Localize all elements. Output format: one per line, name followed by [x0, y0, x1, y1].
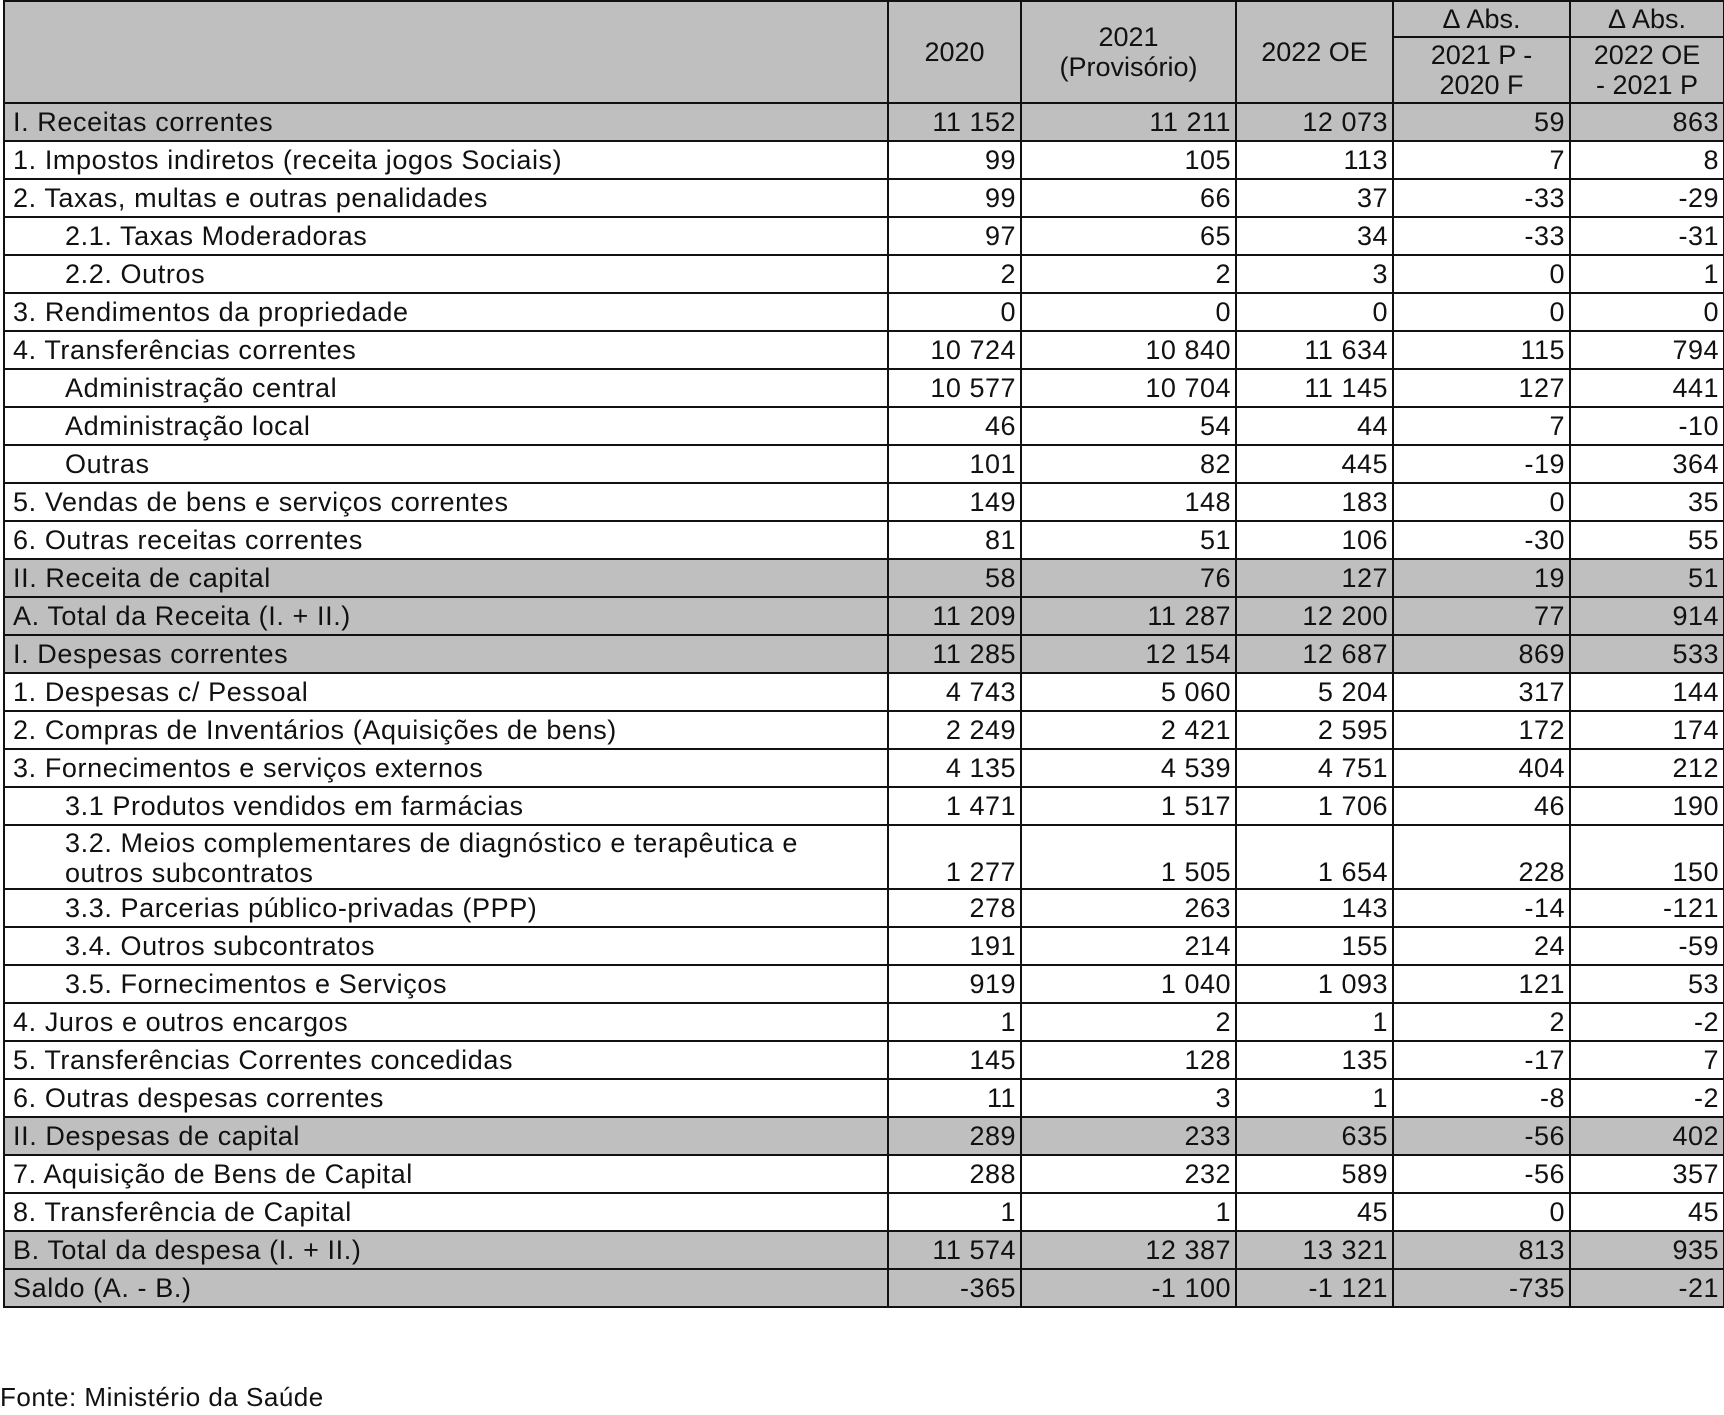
table-row — [4, 1193, 1724, 1231]
cell-2020: 149 — [888, 483, 1021, 521]
cell-2021: 214 — [1021, 927, 1236, 965]
row-label: 4. Transferências correntes — [4, 331, 888, 369]
row-label: II. Receita de capital — [4, 559, 888, 597]
cell-delta-2022: 533 — [1570, 635, 1724, 673]
cell-2022: 1 — [1236, 1003, 1393, 1041]
header-delta1-sub-line2: 2020 F — [1439, 70, 1524, 100]
cell-delta-2022: 53 — [1570, 965, 1724, 1003]
table-row — [4, 965, 1724, 1003]
table-row — [4, 293, 1724, 331]
cell-2020: 99 — [888, 141, 1021, 179]
cell-2021: 2 — [1021, 1003, 1236, 1041]
cell-2022: 1 — [1236, 1079, 1393, 1117]
cell-2022: 45 — [1236, 1193, 1393, 1231]
cell-2020: 101 — [888, 445, 1021, 483]
cell-delta-2021: 0 — [1393, 293, 1570, 331]
table-row — [4, 103, 1724, 141]
cell-2022: 183 — [1236, 483, 1393, 521]
cell-2020: 2 249 — [888, 711, 1021, 749]
cell-delta-2021: -30 — [1393, 521, 1570, 559]
cell-2022: 135 — [1236, 1041, 1393, 1079]
cell-2022: 3 — [1236, 255, 1393, 293]
cell-2022: 0 — [1236, 293, 1393, 331]
cell-2021: 66 — [1021, 179, 1236, 217]
table-row — [4, 255, 1724, 293]
row-label: 2. Compras de Inventários (Aquisições de bens) — [4, 711, 888, 749]
cell-2022: 106 — [1236, 521, 1393, 559]
cell-2022: 127 — [1236, 559, 1393, 597]
cell-2022: 12 687 — [1236, 635, 1393, 673]
table-row — [4, 889, 1724, 927]
cell-delta-2021: 59 — [1393, 103, 1570, 141]
table-row — [4, 927, 1724, 965]
budget-table — [3, 0, 1724, 1308]
cell-2021: 12 154 — [1021, 635, 1236, 673]
cell-2022: 12 073 — [1236, 103, 1393, 141]
header-delta1-sub-line1: 2021 P - — [1430, 40, 1533, 70]
cell-2021: 76 — [1021, 559, 1236, 597]
header-delta1-sub — [1393, 37, 1570, 103]
header-2020: 2020 — [888, 1, 1021, 103]
table-row — [4, 1041, 1724, 1079]
cell-2022: 635 — [1236, 1117, 1393, 1155]
cell-2020: 1 — [888, 1003, 1021, 1041]
cell-2021: 233 — [1021, 1117, 1236, 1155]
cell-2021: 10 840 — [1021, 331, 1236, 369]
cell-delta-2022: 150 — [1570, 825, 1724, 889]
table-row — [4, 635, 1724, 673]
table-row — [4, 179, 1724, 217]
cell-2022: 113 — [1236, 141, 1393, 179]
cell-2022: -1 121 — [1236, 1269, 1393, 1307]
header-2022: 2022 OE — [1236, 1, 1393, 103]
table-row — [4, 559, 1724, 597]
cell-delta-2022: 190 — [1570, 787, 1724, 825]
cell-2021: 0 — [1021, 293, 1236, 331]
table-row — [4, 711, 1724, 749]
cell-2020: 11 574 — [888, 1231, 1021, 1269]
row-label: I. Receitas correntes — [4, 103, 888, 141]
cell-delta-2021: -17 — [1393, 1041, 1570, 1079]
cell-delta-2021: 317 — [1393, 673, 1570, 711]
cell-2020: 11 — [888, 1079, 1021, 1117]
cell-2022: 1 093 — [1236, 965, 1393, 1003]
cell-delta-2022: 914 — [1570, 597, 1724, 635]
row-label: 6. Outras receitas correntes — [4, 521, 888, 559]
cell-delta-2022: 174 — [1570, 711, 1724, 749]
cell-delta-2022: 35 — [1570, 483, 1724, 521]
table-row — [4, 1079, 1724, 1117]
table-row — [4, 597, 1724, 635]
row-label: A. Total da Receita (I. + II.) — [4, 597, 888, 635]
cell-2021: 12 387 — [1021, 1231, 1236, 1269]
cell-delta-2021: 2 — [1393, 1003, 1570, 1041]
header-2021-line2: (Provisório) — [1059, 52, 1198, 82]
cell-delta-2021: 77 — [1393, 597, 1570, 635]
cell-delta-2021: 7 — [1393, 141, 1570, 179]
cell-delta-2021: 404 — [1393, 749, 1570, 787]
header-label-cell — [4, 1, 888, 103]
cell-2021: 2 — [1021, 255, 1236, 293]
cell-2021: 65 — [1021, 217, 1236, 255]
table-row — [4, 1003, 1724, 1041]
cell-2022: 37 — [1236, 179, 1393, 217]
row-label: 5. Transferências Correntes concedidas — [4, 1041, 888, 1079]
row-label: 3.2. Meios complementares de diagnóstico e terapêutica e outros subcontratos — [4, 825, 888, 889]
cell-2022: 12 200 — [1236, 597, 1393, 635]
table-row — [4, 1231, 1724, 1269]
cell-2021: 105 — [1021, 141, 1236, 179]
cell-delta-2022: -29 — [1570, 179, 1724, 217]
cell-delta-2021: 813 — [1393, 1231, 1570, 1269]
cell-2022: 445 — [1236, 445, 1393, 483]
cell-2021: 10 704 — [1021, 369, 1236, 407]
cell-2020: 4 743 — [888, 673, 1021, 711]
row-label: 2.2. Outros — [4, 255, 888, 293]
cell-2022: 11 145 — [1236, 369, 1393, 407]
table-header — [4, 1, 1724, 103]
cell-delta-2022: 935 — [1570, 1231, 1724, 1269]
header-2021 — [1021, 1, 1236, 103]
row-label: Administração local — [4, 407, 888, 445]
header-delta2-sub — [1570, 37, 1724, 103]
table-row — [4, 521, 1724, 559]
cell-2021: 232 — [1021, 1155, 1236, 1193]
cell-2021: 263 — [1021, 889, 1236, 927]
cell-2022: 4 751 — [1236, 749, 1393, 787]
cell-2020: 11 209 — [888, 597, 1021, 635]
table-row — [4, 483, 1724, 521]
header-2021-line1: 2021 — [1098, 22, 1159, 52]
row-label: I. Despesas correntes — [4, 635, 888, 673]
cell-delta-2022: 45 — [1570, 1193, 1724, 1231]
cell-2021: 82 — [1021, 445, 1236, 483]
cell-2020: 1 — [888, 1193, 1021, 1231]
cell-delta-2021: 172 — [1393, 711, 1570, 749]
cell-delta-2022: -2 — [1570, 1003, 1724, 1041]
table-row — [4, 141, 1724, 179]
cell-2020: 58 — [888, 559, 1021, 597]
row-label: 2.1. Taxas Moderadoras — [4, 217, 888, 255]
cell-2022: 44 — [1236, 407, 1393, 445]
cell-2020: 0 — [888, 293, 1021, 331]
row-label: Administração central — [4, 369, 888, 407]
source-note: Fonte: Ministério da Saúde — [0, 1382, 324, 1412]
cell-delta-2021: -56 — [1393, 1155, 1570, 1193]
table-row — [4, 217, 1724, 255]
table-row — [4, 673, 1724, 711]
row-label: 6. Outras despesas correntes — [4, 1079, 888, 1117]
cell-2020: 191 — [888, 927, 1021, 965]
cell-2020: 10 724 — [888, 331, 1021, 369]
cell-2021: 2 421 — [1021, 711, 1236, 749]
row-label: 3. Rendimentos da propriedade — [4, 293, 888, 331]
cell-2020: 10 577 — [888, 369, 1021, 407]
cell-2021: 11 211 — [1021, 103, 1236, 141]
cell-2022: 13 321 — [1236, 1231, 1393, 1269]
cell-2021: 11 287 — [1021, 597, 1236, 635]
cell-2022: 143 — [1236, 889, 1393, 927]
cell-2022: 5 204 — [1236, 673, 1393, 711]
cell-2022: 155 — [1236, 927, 1393, 965]
table-row — [4, 1269, 1724, 1307]
cell-2022: 1 654 — [1236, 825, 1393, 889]
cell-delta-2021: 869 — [1393, 635, 1570, 673]
cell-2021: 1 — [1021, 1193, 1236, 1231]
cell-delta-2022: 441 — [1570, 369, 1724, 407]
cell-2020: 2 — [888, 255, 1021, 293]
cell-delta-2021: 121 — [1393, 965, 1570, 1003]
row-label: II. Despesas de capital — [4, 1117, 888, 1155]
cell-2020: 289 — [888, 1117, 1021, 1155]
cell-delta-2021: 7 — [1393, 407, 1570, 445]
row-label: B. Total da despesa (I. + II.) — [4, 1231, 888, 1269]
header-delta2-top: Δ Abs. — [1570, 1, 1724, 37]
table-row — [4, 787, 1724, 825]
cell-delta-2022: 51 — [1570, 559, 1724, 597]
cell-delta-2021: -33 — [1393, 179, 1570, 217]
row-label: 7. Aquisição de Bens de Capital — [4, 1155, 888, 1193]
cell-delta-2022: 863 — [1570, 103, 1724, 141]
cell-delta-2022: 144 — [1570, 673, 1724, 711]
cell-2020: 919 — [888, 965, 1021, 1003]
cell-2021: 54 — [1021, 407, 1236, 445]
cell-2020: 99 — [888, 179, 1021, 217]
cell-delta-2022: -21 — [1570, 1269, 1724, 1307]
cell-delta-2022: -31 — [1570, 217, 1724, 255]
row-label: Saldo (A. - B.) — [4, 1269, 888, 1307]
row-label: 3.5. Fornecimentos e Serviços — [4, 965, 888, 1003]
cell-delta-2022: 0 — [1570, 293, 1724, 331]
cell-2020: 4 135 — [888, 749, 1021, 787]
table-row — [4, 407, 1724, 445]
row-label: 1. Despesas c/ Pessoal — [4, 673, 888, 711]
header-delta2-sub-line1: 2022 OE — [1593, 40, 1701, 70]
cell-2021: -1 100 — [1021, 1269, 1236, 1307]
table-row — [4, 1117, 1724, 1155]
cell-delta-2022: 7 — [1570, 1041, 1724, 1079]
table-row — [4, 825, 1724, 889]
row-label: 8. Transferência de Capital — [4, 1193, 888, 1231]
cell-2022: 1 706 — [1236, 787, 1393, 825]
cell-delta-2022: -121 — [1570, 889, 1724, 927]
cell-2021: 4 539 — [1021, 749, 1236, 787]
cell-delta-2021: 46 — [1393, 787, 1570, 825]
cell-delta-2022: 357 — [1570, 1155, 1724, 1193]
row-label: 3.1 Produtos vendidos em farmácias — [4, 787, 888, 825]
cell-delta-2021: -8 — [1393, 1079, 1570, 1117]
table-row — [4, 1155, 1724, 1193]
row-label: 2. Taxas, multas e outras penalidades — [4, 179, 888, 217]
cell-delta-2021: 0 — [1393, 483, 1570, 521]
cell-delta-2022: 8 — [1570, 141, 1724, 179]
header-delta1-top: Δ Abs. — [1393, 1, 1570, 37]
cell-delta-2021: 115 — [1393, 331, 1570, 369]
cell-2022: 34 — [1236, 217, 1393, 255]
cell-2020: 1 277 — [888, 825, 1021, 889]
row-label: 3.3. Parcerias público-privadas (PPP) — [4, 889, 888, 927]
cell-2020: 145 — [888, 1041, 1021, 1079]
cell-2022: 589 — [1236, 1155, 1393, 1193]
cell-delta-2022: -59 — [1570, 927, 1724, 965]
cell-2021: 148 — [1021, 483, 1236, 521]
cell-2022: 11 634 — [1236, 331, 1393, 369]
cell-2020: 1 471 — [888, 787, 1021, 825]
cell-2020: 46 — [888, 407, 1021, 445]
table-body — [4, 103, 1724, 1307]
cell-delta-2022: 212 — [1570, 749, 1724, 787]
table-row — [4, 445, 1724, 483]
cell-delta-2021: 127 — [1393, 369, 1570, 407]
table-row — [4, 749, 1724, 787]
cell-delta-2022: 55 — [1570, 521, 1724, 559]
cell-delta-2021: 0 — [1393, 255, 1570, 293]
row-label: 1. Impostos indiretos (receita jogos Sociais) — [4, 141, 888, 179]
cell-2020: 288 — [888, 1155, 1021, 1193]
row-label: 4. Juros e outros encargos — [4, 1003, 888, 1041]
cell-2020: 11 152 — [888, 103, 1021, 141]
cell-delta-2021: 24 — [1393, 927, 1570, 965]
cell-2021: 51 — [1021, 521, 1236, 559]
cell-2020: 81 — [888, 521, 1021, 559]
cell-delta-2022: -2 — [1570, 1079, 1724, 1117]
table-row — [4, 369, 1724, 407]
cell-delta-2021: 228 — [1393, 825, 1570, 889]
cell-2022: 2 595 — [1236, 711, 1393, 749]
cell-delta-2022: 402 — [1570, 1117, 1724, 1155]
cell-2021: 128 — [1021, 1041, 1236, 1079]
cell-delta-2021: -14 — [1393, 889, 1570, 927]
cell-delta-2021: -735 — [1393, 1269, 1570, 1307]
cell-delta-2022: -10 — [1570, 407, 1724, 445]
cell-delta-2021: 0 — [1393, 1193, 1570, 1231]
cell-delta-2021: -33 — [1393, 217, 1570, 255]
cell-delta-2022: 364 — [1570, 445, 1724, 483]
cell-delta-2022: 794 — [1570, 331, 1724, 369]
cell-2021: 1 040 — [1021, 965, 1236, 1003]
cell-2020: -365 — [888, 1269, 1021, 1307]
row-label: 3. Fornecimentos e serviços externos — [4, 749, 888, 787]
cell-delta-2021: -19 — [1393, 445, 1570, 483]
cell-2020: 278 — [888, 889, 1021, 927]
row-label: 5. Vendas de bens e serviços correntes — [4, 483, 888, 521]
cell-2021: 5 060 — [1021, 673, 1236, 711]
cell-2020: 11 285 — [888, 635, 1021, 673]
cell-delta-2021: 19 — [1393, 559, 1570, 597]
row-label: 3.4. Outros subcontratos — [4, 927, 888, 965]
cell-delta-2022: 1 — [1570, 255, 1724, 293]
row-label: Outras — [4, 445, 888, 483]
header-delta2-sub-line2: - 2021 P — [1595, 70, 1699, 100]
cell-2020: 97 — [888, 217, 1021, 255]
cell-2021: 1 517 — [1021, 787, 1236, 825]
cell-2021: 1 505 — [1021, 825, 1236, 889]
table-row — [4, 331, 1724, 369]
cell-delta-2021: -56 — [1393, 1117, 1570, 1155]
cell-2021: 3 — [1021, 1079, 1236, 1117]
